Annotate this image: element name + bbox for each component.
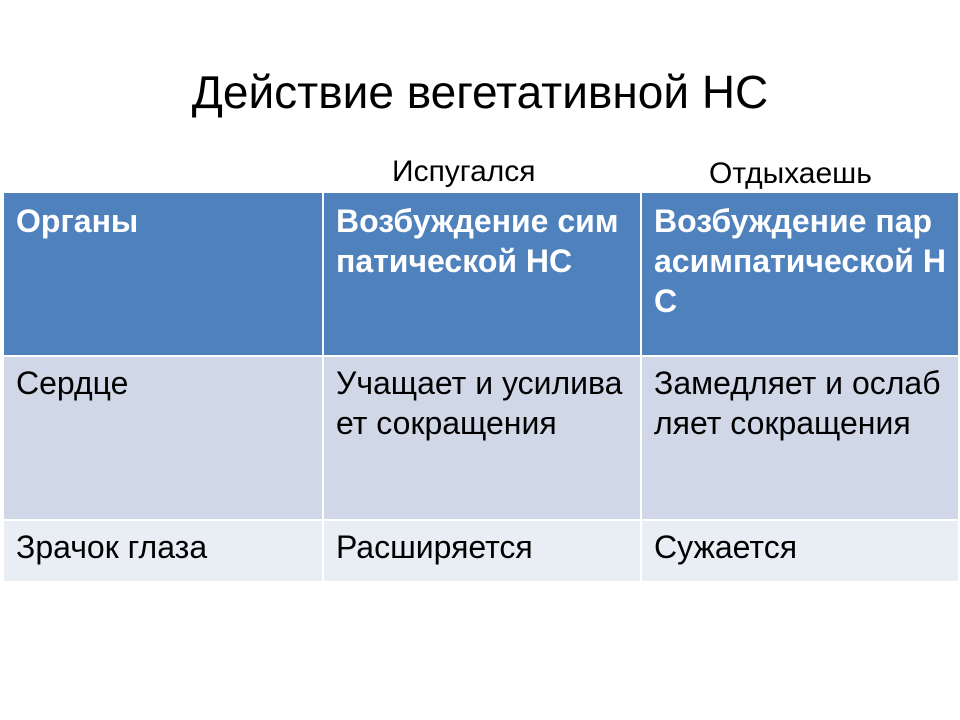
header-parasympathetic: Возбуждение парасимпатической НС — [640, 193, 958, 355]
cell-pupil-parasympathetic: Сужается — [640, 519, 958, 581]
cell-pupil-sympathetic: Расширяется — [322, 519, 640, 581]
cell-heart-parasympathetic: Замедляет и ослабляет сокращения — [640, 355, 958, 519]
header-organs: Органы — [4, 193, 322, 355]
annotation-resting: Отдыхаешь — [709, 157, 872, 190]
annotation-scared: Испугался — [392, 155, 536, 188]
cell-organ-pupil: Зрачок глаза — [4, 519, 322, 581]
comparison-table — [4, 193, 958, 581]
cell-heart-sympathetic: Учащает и усиливает сокращения — [322, 355, 640, 519]
slide-title: Действие вегетативной НС — [191, 66, 769, 118]
cell-organ-heart: Сердце — [4, 355, 322, 519]
header-sympathetic: Возбуждение симпатической НС — [322, 193, 640, 355]
